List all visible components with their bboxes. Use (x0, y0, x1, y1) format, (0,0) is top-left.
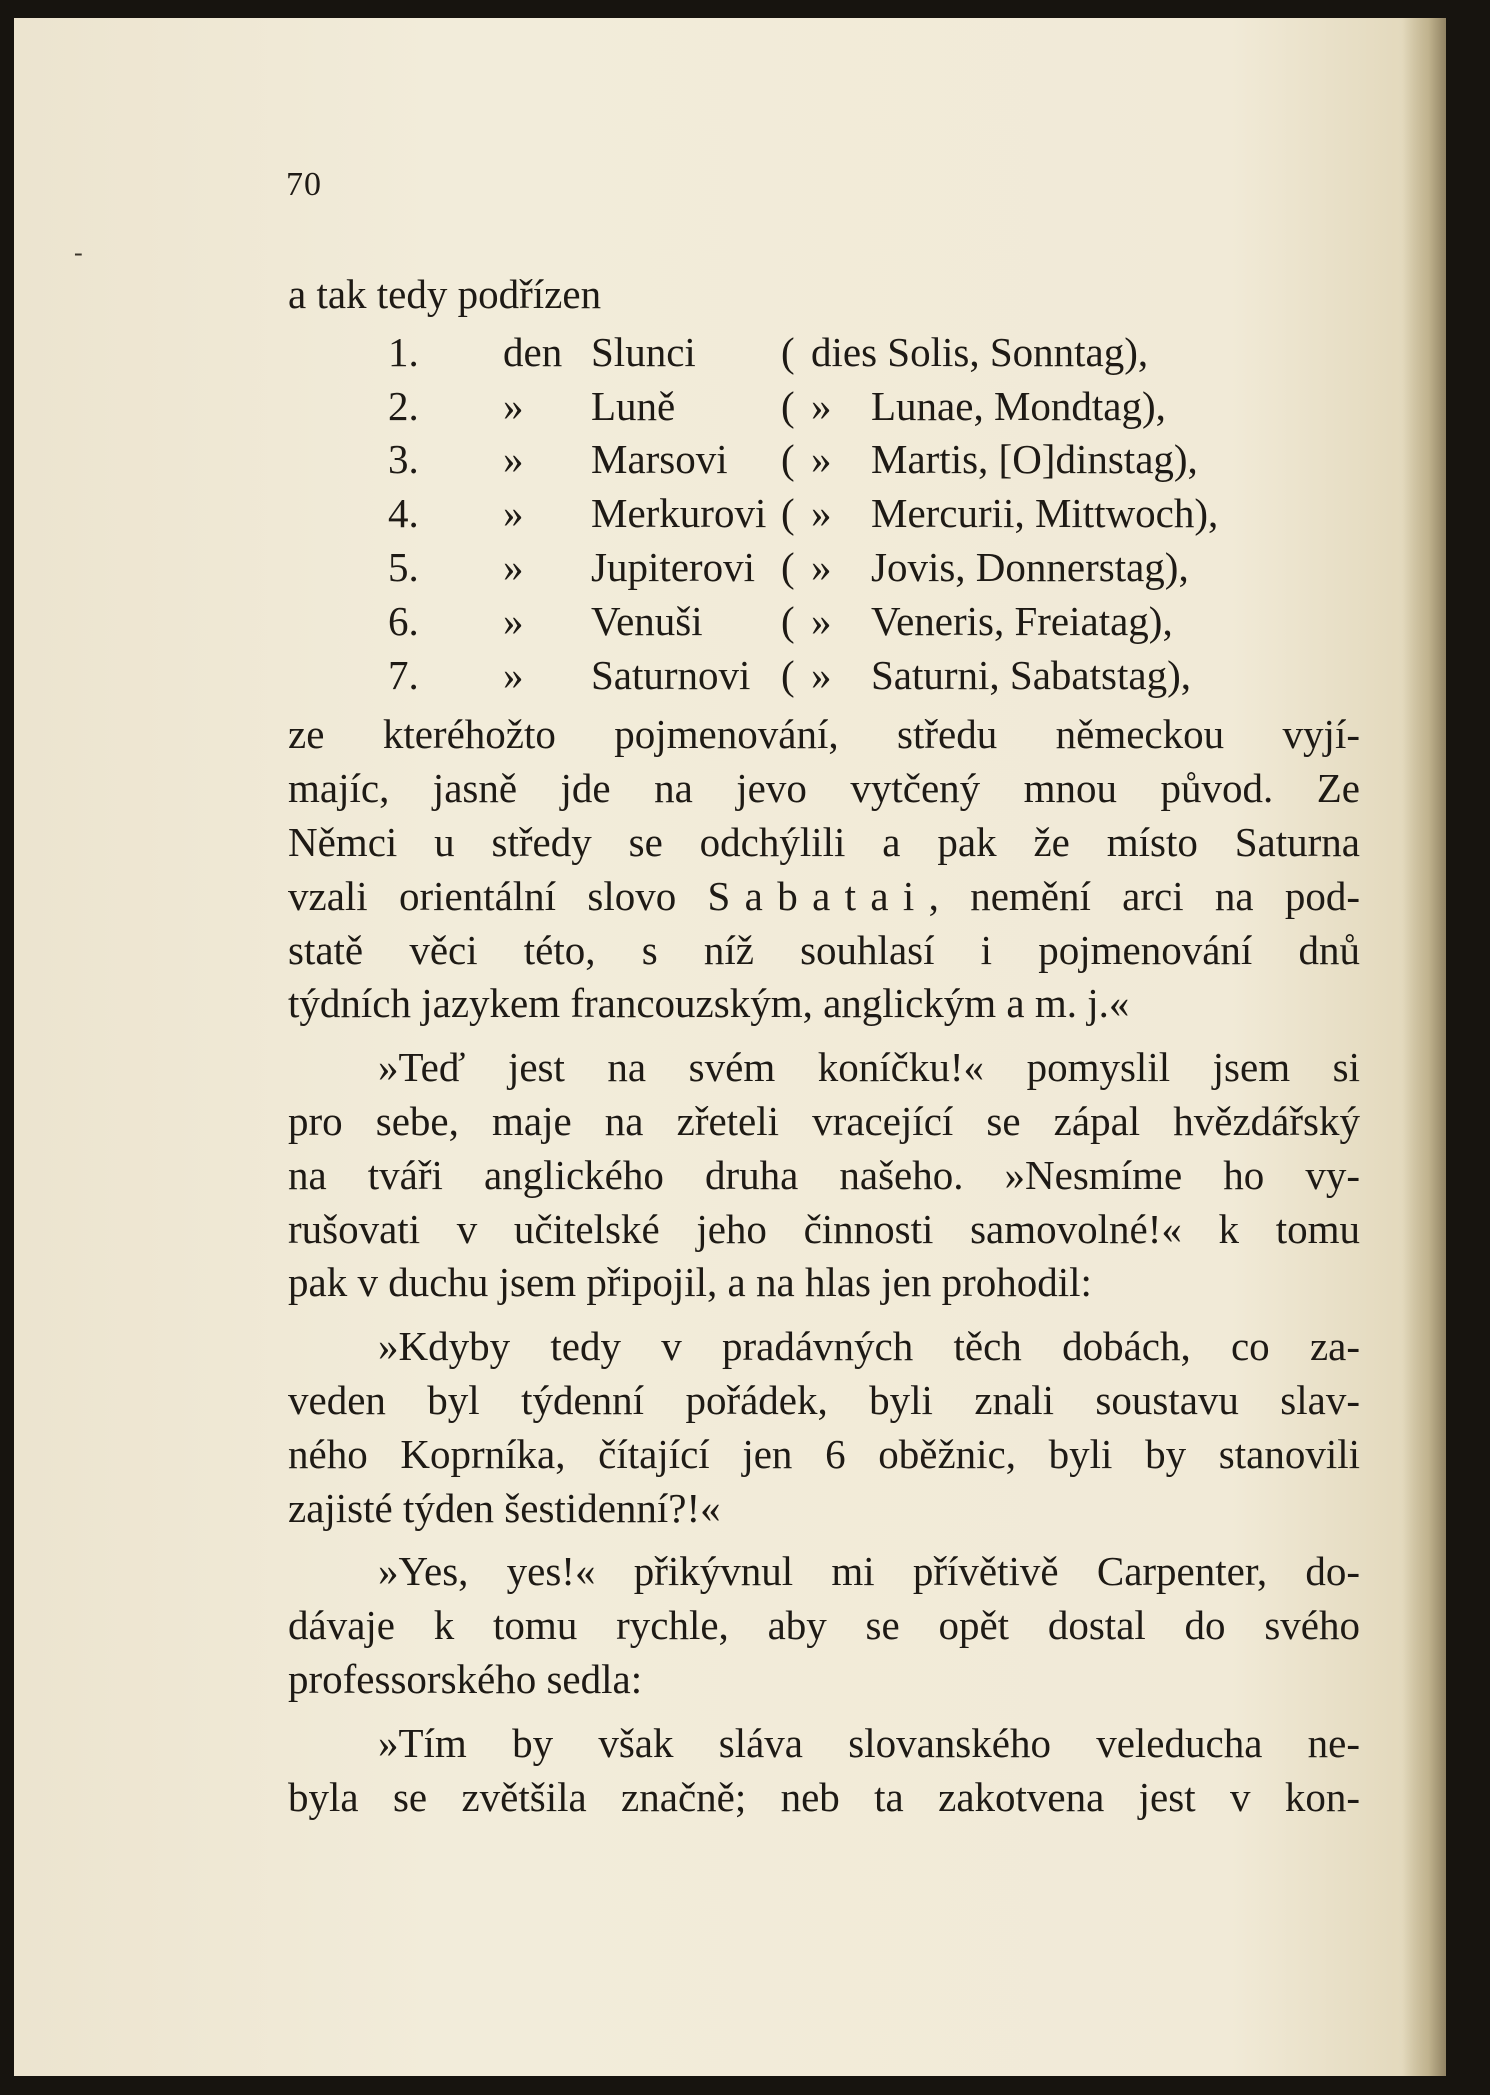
weekday-row: 7. » Saturnovi ( » Saturni, Sabatstag), (388, 651, 1191, 698)
weekday-row: 2. » Luně ( » Lunae, Mondtag), (388, 382, 1166, 429)
paragraph-carpenter: »Yes, yes!« přikývnul mi přívětivě Carpenter, do- dávaje k tomu rychle, aby se opět dostal do svého professorského sedla: (288, 1548, 1360, 1702)
paragraph-glory: »Tím by však sláva slovanského veleducha ne- byla se zvětšila značně; neb ta zakotvena jest v kon- (288, 1719, 1360, 1820)
weekday-list (288, 326, 1360, 703)
weekday-row: 4. » Merkurovi ( » Mercurii, Mittwoch), (388, 490, 1219, 537)
paragraph-question: »Kdyby tedy v pradávných těch dobách, co za- veden byl týdenní pořádek, byli znali soustavu slav- ného Koprníka, čítající jen 6 oběžnic, byli by stanovili zajisté týden šestidenní?!« (288, 1323, 1360, 1531)
paragraph-origin: ze kteréhožto pojmenování, středu německou vyjí- majíc, jasně jde na jevo vytčený mnou původ. Ze Němci u středy se odchýlili a pak že místo Saturna vzali orientální slovo Sabatai, nemění arci na pod- statě věci této, s níž souhlasí i pojmenování dnů týdních jazykem francouzským, anglickým a m. j.« (288, 711, 1361, 1027)
book-page (14, 18, 1446, 2076)
weekday-row: 1. den Slunci ( dies Solis, Sonntag), (388, 328, 1149, 375)
page-number: 70 (286, 166, 322, 203)
page-edge-shadow (1402, 18, 1446, 2076)
weekday-row: 6. » Venuši ( » Veneris, Freiatag), (388, 597, 1173, 644)
body-text (288, 268, 1360, 1824)
paragraph-hobby: »Teď jest na svém koníčku!« pomyslil jsem si pro sebe, maje na zřeteli vracející se zápal hvězdářský na tváři anglického druha našeho. »Nesmíme ho vy- rušovati v učitelské jeho činnosti samovolné!« k tomu pak v duchu jsem připojil, a na hlas jen prohodil: (288, 1044, 1360, 1306)
weekday-row: 3. » Marsovi ( » Martis, [O]dinstag), (388, 436, 1198, 483)
intro-line: a tak tedy podřízen (288, 271, 602, 317)
ink-speck: - (74, 238, 83, 267)
spaced-word: Sabatai (707, 872, 929, 919)
weekday-row: 5. » Jupiterovi ( » Jovis, Donnerstag), (388, 543, 1189, 590)
